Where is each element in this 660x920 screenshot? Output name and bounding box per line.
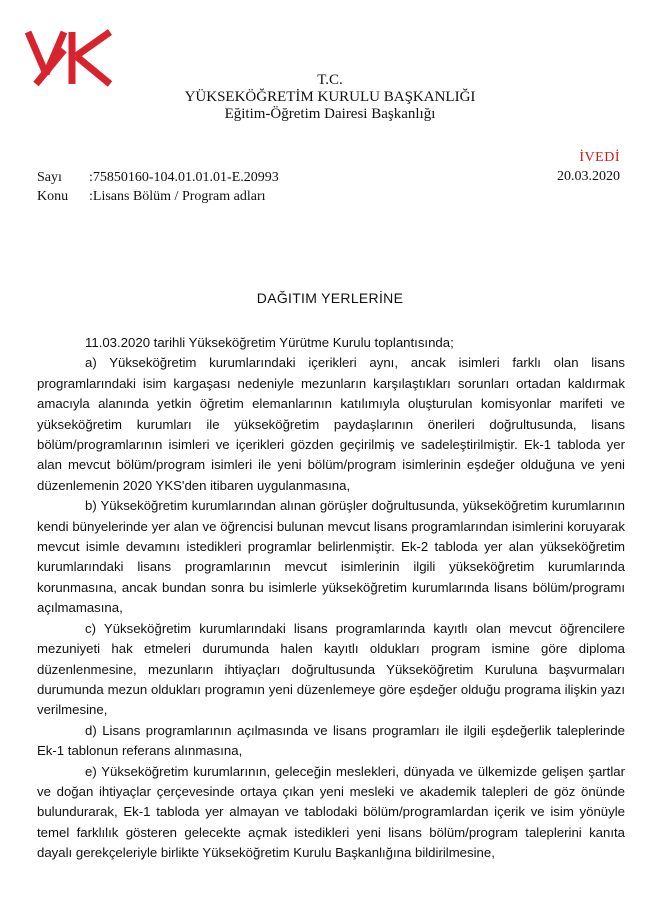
body-paragraph-a: a) Yükseköğretim kurumlarındaki içerikleri aynı, ancak isimleri farklı olan lisans programlarındaki isim kargaşası nedeniyle mezunların karşılaştıkları sorunları ortadan kaldırmak amacıyla alanında yetkin öğretim elemanlarının katılımıyla oluşturulan komisyonlar marifeti ve yükseköğretim kurumları ile yükseköğretim paydaşlarının önerileri doğrultusunda, lisans bölüm/programlarının isimleri ve içerikleri gözden geçirilmiş ve sadeleştirilmiştir. Ek-1 tabloda yer alan mevcut bölüm/program isimleri ile yeni bölüm/program isimlerinin eşdeğer olduğuna ve yeni düzenlemenin 2020 YKS'den itibaren uygulanmasına,	[37, 355, 625, 493]
header-department: Eğitim-Öğretim Dairesi Başkanlığı	[224, 106, 436, 122]
body-paragraph-intro: 11.03.2020 tarihli Yükseköğretim Yürütme Kurulu toplantısında;	[85, 335, 454, 350]
body-paragraph-c: c) Yükseköğretim kurumlarındaki lisans programlarında kayıtlı olan mevcut öğrencilere mezuniyeti hak etmeleri durumunda halen kayıtlı oldukları program ismine göre diploma düzenlenmesine, mezunların ihtiyaçları doğrultusunda Yükseköğretim Kuruluna başvurmaları durumunda mezun oldukları programın yeni düzenlemeye göre eşdeğer olduğu programa ilişkin yazı verilmesine,	[37, 620, 625, 718]
body-paragraph-b: b) Yükseköğretim kurumlarından alınan görüşler doğrultusunda, yükseköğretim kurumlarının kendi bünyelerinde yer alan ve öğrencisi bulunan mevcut lisans programlarından isimlerini koruyarak mevcut isimle devamını istedikleri programlar belirlenmiştir. Ek-2 tabloda yer alan yükseköğretim kurumlarındaki lisans programlarının mevcut isimlerinin ilgili yükseköğretim kurumlarında korunmasına, ancak bundan sonra bu isimlerle yükseköğretim kurumlarında lisans bölüm/programı açılmamasına,	[37, 498, 625, 616]
header-institution: YÜKSEKÖĞRETİM KURULU BAŞKANLIĞI	[184, 89, 476, 105]
sayi-value: :75850160-104.01.01.01-E.20993	[89, 170, 279, 185]
header-country: T.C.	[317, 72, 343, 88]
urgent-stamp: İVEDİ	[579, 150, 620, 165]
letter-body	[37, 333, 625, 864]
body-paragraph-d: d) Lisans programlarının açılmasında ve lisans programları ile ilgili eşdeğerlik taleplerinde Ek-1 tablonun referans alınmasına,	[37, 722, 625, 759]
recipient-heading: DAĞITIM YERLERİNE	[256, 290, 404, 306]
institution-header	[0, 72, 660, 123]
body-paragraph-e: e) Yükseköğretim kurumlarının, geleceğin meslekleri, dünyada ve ülkemizde gelişen şartlar ve doğan ihtiyaçlar çerçevesinde ortaya çıkan yeni mesleki ve akademik talepleri de göz önünde bulundurarak, Ek-1 tabloda yer almayan ve tablodaki bölüm/programlardan içerik ve isim yönüyle temel farklılık gösteren gelecekte açmak istedikleri yeni lisans bölüm/program taleplerini kanıta dayalı gerekçeleriyle birlikte Yükseköğretim Kurulu Başkanlığına bildirilmesine,	[37, 763, 625, 861]
document-date: 20.03.2020	[557, 169, 620, 184]
konu-label: Konu	[37, 189, 69, 204]
sayi-label: Sayı	[37, 170, 62, 185]
konu-value: :Lisans Bölüm / Program adları	[89, 189, 266, 204]
